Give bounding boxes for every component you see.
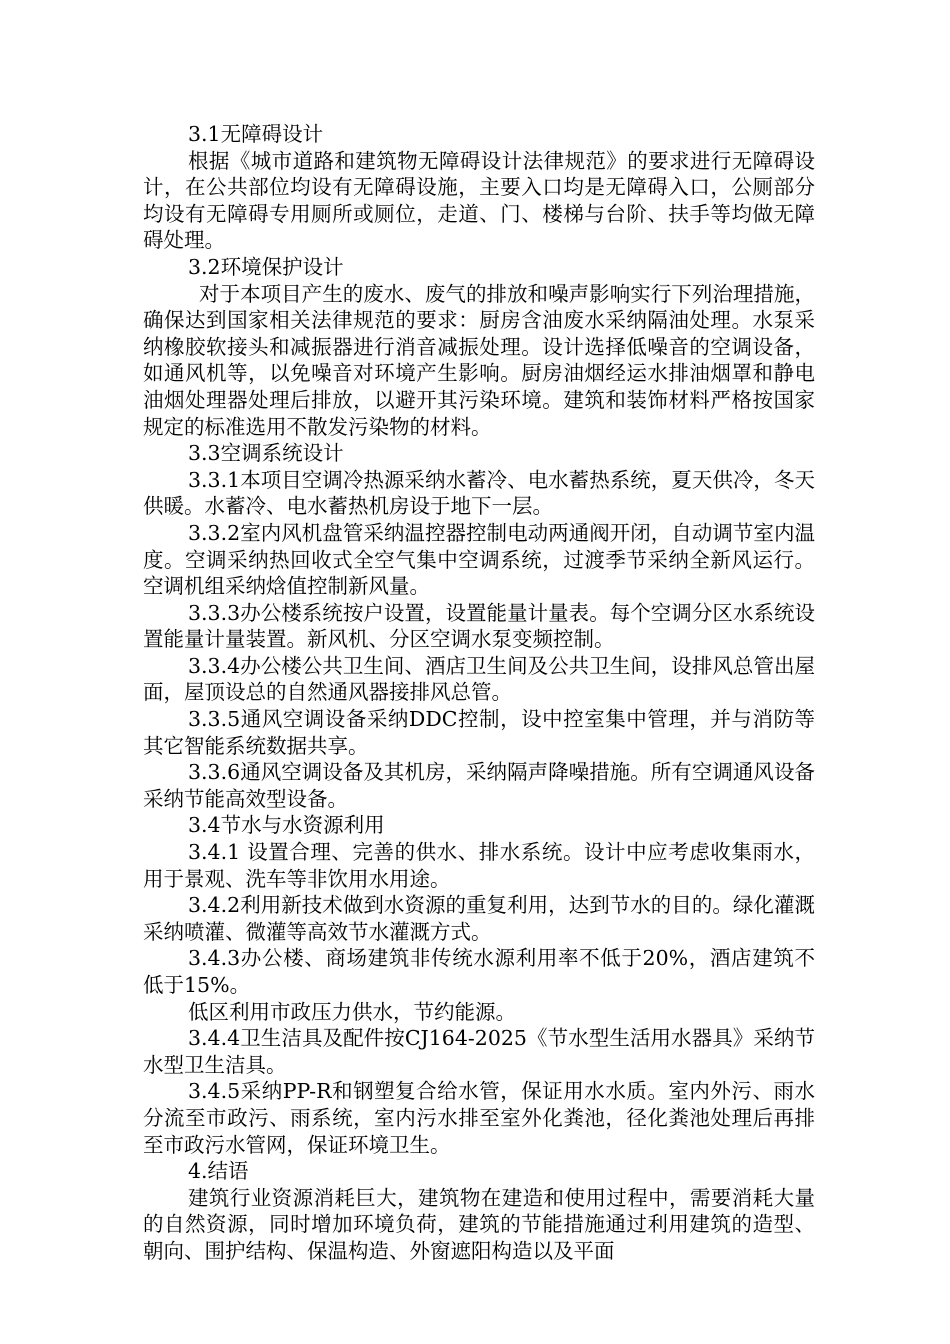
section-heading-3-3: 3.3空调系统设计 [188, 441, 344, 466]
section-heading-4: 4.结语 [188, 1159, 249, 1184]
paragraph-3-3-1: 3.3.1本项目空调冷热源采纳水蓄冷、电水蓄热系统，夏天供冷，冬天供暖。水蓄冷、电水蓄热机房设于地下一层。 [143, 467, 815, 519]
paragraph-low-zone-supply: 低区利用市政压力供水，节约能源。 [188, 999, 516, 1024]
paragraph-3-4-3: 3.4.3办公楼、商场建筑非传统水源利用率不低于20%，酒店建筑不低于15%。 [143, 946, 815, 997]
section-heading-3-2: 3.2环境保护设计 [188, 254, 344, 279]
paragraph-conclusion: 建筑行业资源消耗巨大，建筑物在建造和使用过程中，需要消耗大量的自然资源，同时增加环境负荷，建筑的节能措施通过利用建筑的造型、朝向、围护结构、保温构造、外窗遮阳构造以及平面 [143, 1185, 815, 1263]
paragraph-3-4-2: 3.4.2利用新技术做到水资源的重复利用，达到节水的目的。绿化灌溉采纳喷灌、微灌等高效节水灌溉方式。 [143, 893, 815, 944]
paragraph-accessibility: 根据《城市道路和建筑物无障碍设计法律规范》的要求进行无障碍设计，在公共部位均设有无障碍设施，主要入口均是无障碍入口，公厕部分均设有无障碍专用厕所或厕位，走道、门、楼梯与台阶、扶手等均做无障碍处理。 [143, 148, 815, 253]
paragraph-3-3-2: 3.3.2室内风机盘管采纳温控器控制电动两通阀开闭，自动调节室内温度。空调采纳热回收式全空气集中空调系统，过渡季节采纳全新风运行。空调机组采纳焓值控制新风量。 [143, 520, 815, 599]
paragraph-3-3-3: 3.3.3办公楼系统按户设置，设置能量计量表。每个空调分区水系统设置能量计量装置。新风机、分区空调水泵变频控制。 [143, 600, 815, 652]
paragraph-3-4-4: 3.4.4卫生洁具及配件按CJ164-2025《节水型生活用水器具》采纳节水型卫生洁具。 [143, 1026, 815, 1077]
paragraph-environment: 对于本项目产生的废水、废气的排放和噪声影响实行下列治理措施，确保达到国家相关法律规范的要求：厨房含油废水采纳隔油处理。水泵采纳橡胶软接头和减振器进行消音减振处理。设计选择低噪音的空调设备，如通风机等，以免噪音对环境产生影响。厨房油烟经运水排油烟罩和静电油烟处理器处理后排放，以避开其污染环境。建筑和装饰材料严格按国家规定的标准选用不散发污染物的材料。 [143, 281, 815, 439]
paragraph-3-3-4: 3.3.4办公楼公共卫生间、酒店卫生间及公共卫生间，设排风总管出屋面，屋顶设总的自然通风器接排风总管。 [143, 653, 815, 705]
document-body [143, 121, 815, 1265]
section-heading-3-1: 3.1无障碍设计 [188, 122, 324, 146]
paragraph-3-4-1: 3.4.1 设置合理、完善的供水、排水系统。设计中应考虑收集雨水，用于景观、洗车等非饮用水用途。 [143, 840, 815, 891]
section-heading-3-4: 3.4节水与水资源利用 [188, 813, 385, 838]
paragraph-3-3-5: 3.3.5通风空调设备采纳DDC控制，设中控室集中管理，并与消防等其它智能系统数据共享。 [143, 707, 815, 758]
paragraph-3-3-6: 3.3.6通风空调设备及其机房，采纳隔声降噪措施。所有空调通风设备采纳节能高效型设备。 [143, 760, 815, 811]
paragraph-3-4-5: 3.4.5采纳PP-R和钢塑复合给水管，保证用水水质。室内外污、雨水分流至市政污、雨系统，室内污水排至室外化粪池，径化粪池处理后再排至市政污水管网，保证环境卫生。 [143, 1079, 815, 1157]
